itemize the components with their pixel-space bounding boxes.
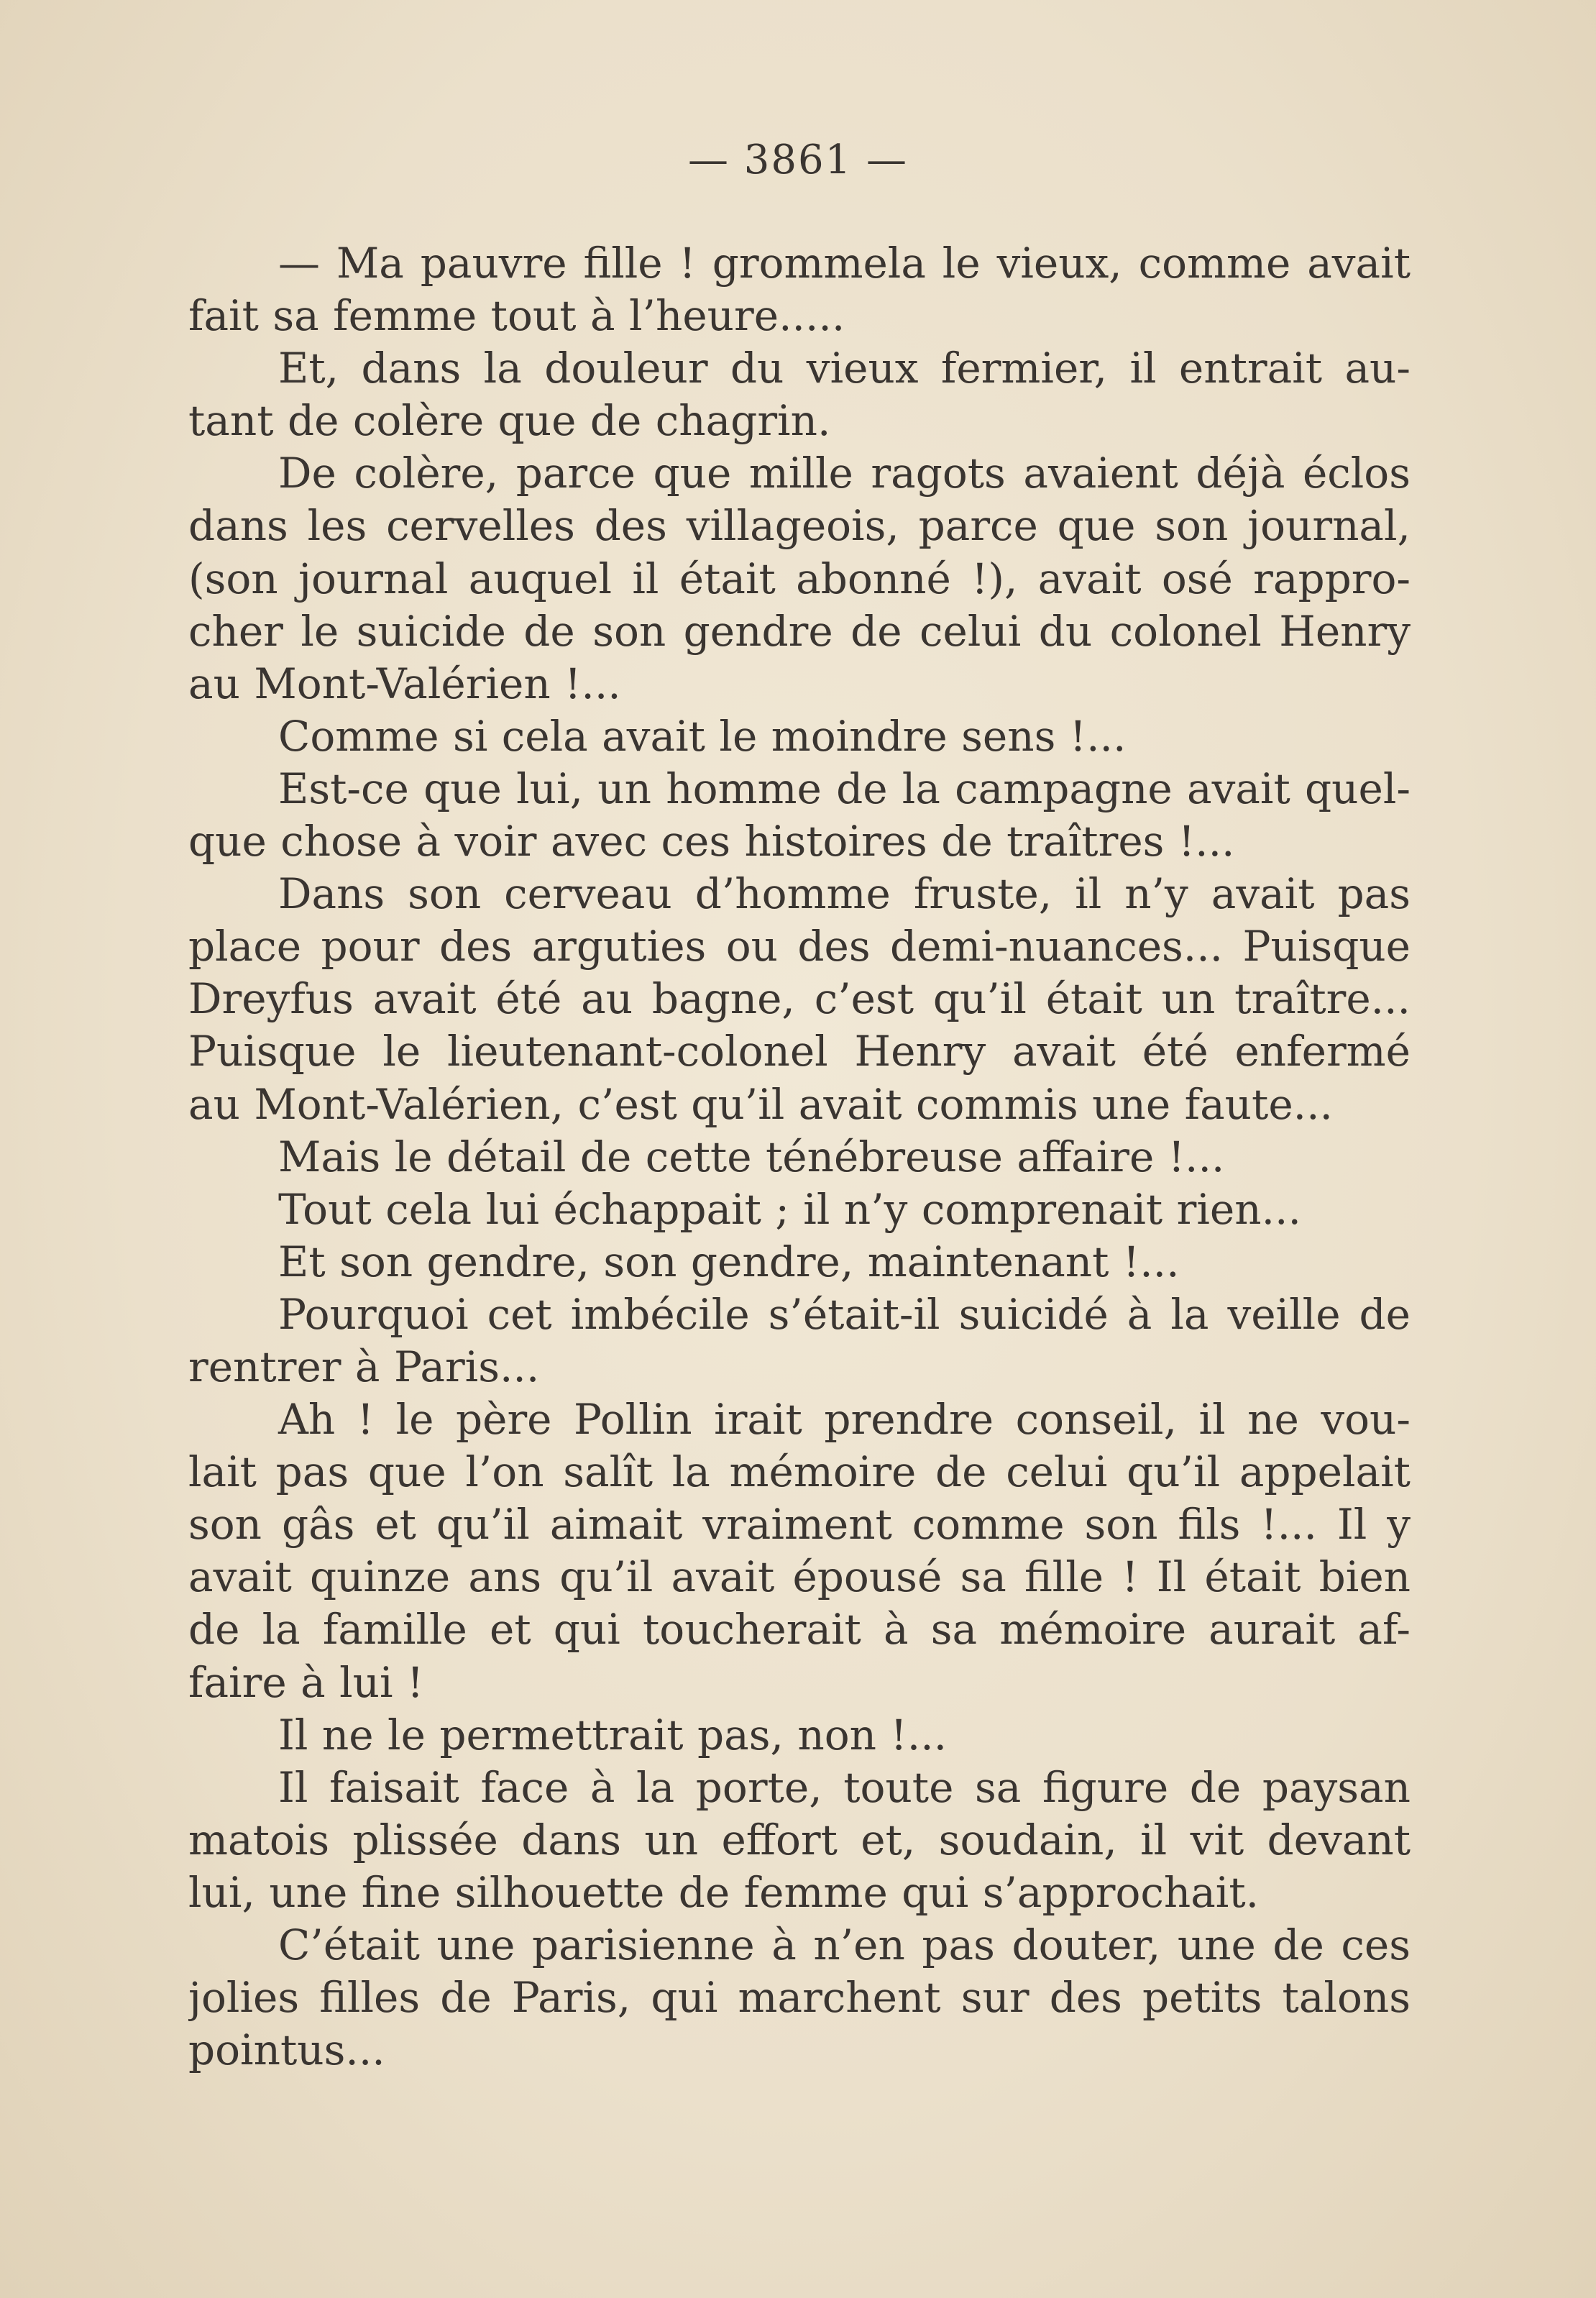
text-line: que chose à voir avec ces histoires de traîtres !... bbox=[188, 817, 1235, 866]
text-line: au Mont-Valérien !... bbox=[188, 659, 621, 708]
text-line: C’était une parisienne à n’en pas douter, une de ces bbox=[278, 1921, 1411, 1969]
text-line: Dreyfus avait été au bagne, c’est qu’il était un traître... bbox=[188, 974, 1411, 1024]
text-line: Et son gendre, son gendre, maintenant !... bbox=[278, 1237, 1180, 1286]
text-line: Et, dans la douleur du vieux fermier, il entrait au- bbox=[278, 344, 1411, 393]
body-text bbox=[188, 237, 1411, 2077]
text-line: Il faisait face à la porte, toute sa figure de paysan bbox=[278, 1762, 1411, 1812]
text-line: Mais le détail de cette ténébreuse affaire !... bbox=[278, 1132, 1225, 1181]
text-line: Tout cela lui échappait ; il n’y comprenait rien... bbox=[278, 1184, 1301, 1234]
page-number: — 3861 — bbox=[687, 137, 909, 183]
text-line: matois plissée dans un effort et, soudain, il vit devant bbox=[188, 1815, 1411, 1864]
text-line: lait pas que l’on salît la mémoire de celui qu’il appelait bbox=[188, 1447, 1411, 1497]
text-line: Ah ! le père Pollin irait prendre conseil, il ne vou- bbox=[278, 1395, 1411, 1445]
text-line: faire à lui ! bbox=[188, 1657, 424, 1707]
text-line: avait quinze ans qu’il avait épousé sa fille ! Il était bien bbox=[188, 1552, 1411, 1602]
text-line: Il ne le permettrait pas, non !... bbox=[278, 1710, 948, 1759]
text-line: au Mont-Valérien, c’est qu’il avait commis une faute... bbox=[188, 1079, 1333, 1129]
text-line: Est-ce que lui, un homme de la campagne avait quel- bbox=[278, 764, 1411, 813]
text-line: rentrer à Paris... bbox=[188, 1342, 540, 1391]
text-line: tant de colère que de chagrin. bbox=[188, 396, 831, 446]
text-line: dans les cervelles des villageois, parce que son journal, bbox=[188, 501, 1411, 551]
text-line: son gâs et qu’il aimait vraiment comme son fils !... Il y bbox=[188, 1500, 1411, 1549]
text-line: (son journal auquel il était abonné !), avait osé rappro- bbox=[188, 554, 1411, 603]
text-line: fait sa femme tout à l’heure..... bbox=[188, 291, 845, 341]
text-line: Puisque le lieutenant-colonel Henry avait été enfermé bbox=[188, 1027, 1411, 1076]
text-line: place pour des arguties ou des demi-nuances... Puisque bbox=[188, 922, 1411, 971]
text-line: pointus... bbox=[188, 2025, 385, 2075]
text-line: lui, une fine silhouette de femme qui s’approchait. bbox=[188, 1867, 1260, 1917]
text-line: jolies filles de Paris, qui marchent sur des petits talons bbox=[188, 1973, 1411, 2023]
text-line: Comme si cela avait le moindre sens !... bbox=[278, 711, 1127, 761]
text-line: Dans son cerveau d’homme fruste, il n’y avait pas bbox=[278, 869, 1411, 919]
text-line: cher le suicide de son gendre de celui du colonel Henry bbox=[188, 606, 1411, 656]
text-line: de la famille et qui toucherait à sa mémoire aurait af- bbox=[188, 1605, 1411, 1654]
text-line: De colère, parce que mille ragots avaient déjà éclos bbox=[278, 449, 1411, 498]
text-line: — Ma pauvre fille ! grommela le vieux, comme avait bbox=[278, 239, 1411, 288]
text-line: Pourquoi cet imbécile s’était-il suicidé à la veille de bbox=[278, 1289, 1411, 1339]
